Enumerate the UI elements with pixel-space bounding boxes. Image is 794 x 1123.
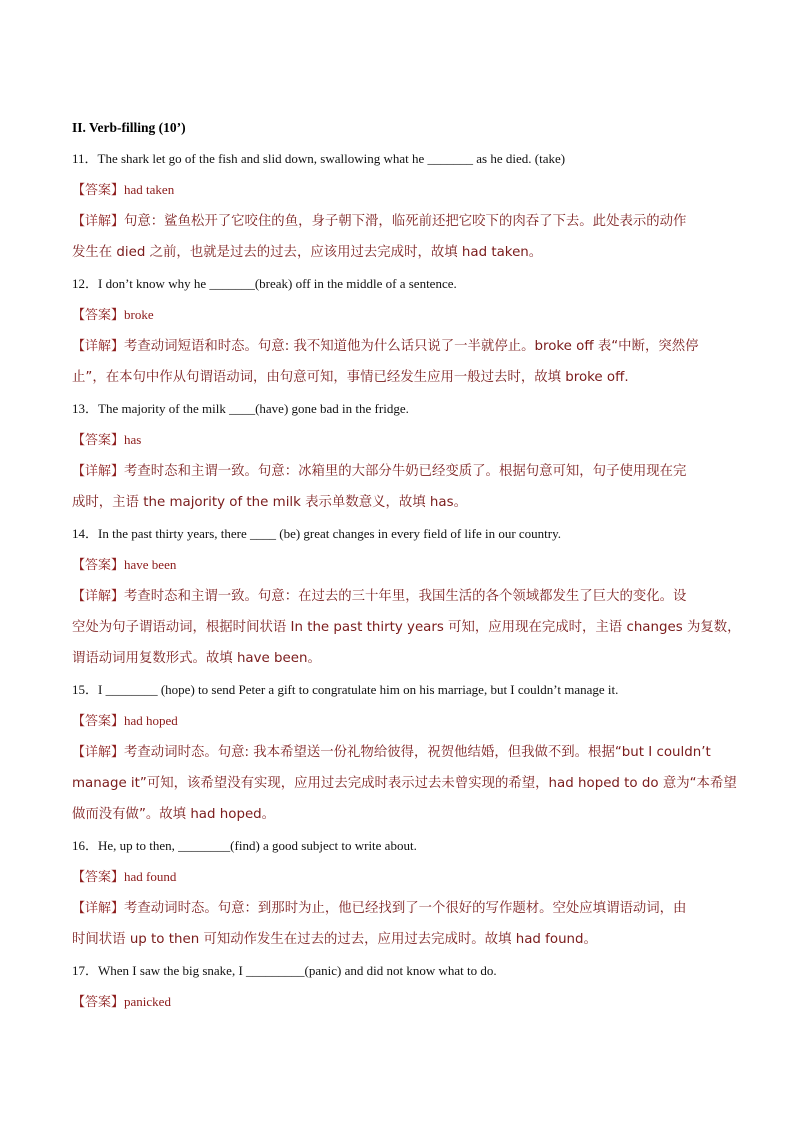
detail-line: 空处为句子谓语动词，根据时间状语 In the past thirty years 可知，应用现在完成时，主语 changes 为复数， (72, 620, 741, 635)
detail-line: 做而没有做”。故填 had hoped。 (72, 807, 276, 822)
answer-value: had hoped (124, 713, 178, 728)
question-12 (72, 274, 722, 294)
question-number: 17． (72, 963, 99, 978)
question-number: 13． (72, 401, 99, 416)
section-title: II. Verb-filling (10’) (72, 120, 186, 135)
answer-value: has (124, 432, 142, 447)
answer-tag: 【答案】 (72, 558, 125, 573)
detail-14 (72, 587, 741, 669)
detail-line: 【详解】句意：鲨鱼松开了它咬住的鱼，身子朝下滑，临死前还把它咬下的肉吞了下去。此处表示的动作 (72, 214, 687, 229)
question-number: 14． (72, 526, 99, 541)
question-text: The shark let go of the fish and slid down, swallowing what he _______ as he died. (take) (97, 151, 566, 166)
answer-tag: 【答案】 (72, 308, 125, 323)
detail-line: manage it”可知，该希望没有实现，应用过去完成时表示过去未曾实现的希望，had hoped to do 意为“本希望 (72, 776, 737, 791)
answer-14 (72, 555, 722, 576)
answer-tag: 【答案】 (72, 183, 125, 198)
answer-tag: 【答案】 (72, 433, 125, 448)
question-text: In the past thirty years, there ____ (be) great changes in every field of life in our country. (98, 526, 562, 541)
answer-value: have been (124, 557, 177, 572)
detail-line: 止”，在本句中作从句谓语动词，由句意可知，事情已经发生应用一般过去时，故填 broke off. (72, 370, 629, 385)
detail-tag: 【详解】 (72, 214, 125, 229)
answer-12 (72, 305, 722, 326)
detail-13 (72, 462, 722, 513)
detail-12 (72, 337, 722, 388)
question-15 (72, 680, 722, 700)
detail-line: 【详解】考查动词短语和时态。句意: 我不知道他为什么话只说了一半就停止。broke off 表“中断，突然停 (72, 339, 699, 354)
question-text: The majority of the milk ____(have) gone bad in the fridge. (98, 401, 409, 416)
detail-15 (72, 743, 737, 825)
detail-tag: 【详解】 (72, 339, 125, 354)
detail-line: 【详解】考查动词时态。句意：到那时为止，他已经找到了一个很好的写作题材。空处应填谓语动词，由 (72, 901, 687, 916)
detail-11 (72, 212, 722, 263)
question-number: 12． (72, 276, 99, 291)
question-14 (72, 524, 722, 544)
answer-value: had taken (124, 182, 175, 197)
answer-15 (72, 711, 722, 732)
answer-tag: 【答案】 (72, 870, 125, 885)
answer-11 (72, 180, 722, 201)
answer-16 (72, 867, 722, 888)
question-number: 11． (72, 151, 98, 166)
detail-tag: 【详解】 (72, 745, 125, 760)
question-text: When I saw the big snake, I _________(panic) and did not know what to do. (98, 963, 497, 978)
detail-line: 成时，主语 the majority of the milk 表示单数意义，故填 has。 (72, 495, 467, 510)
question-17 (72, 961, 722, 981)
detail-line: 时间状语 up to then 可知动作发生在过去的过去，应用过去完成时。故填 had found。 (72, 932, 597, 947)
answer-value: had found (124, 869, 177, 884)
question-number: 16． (72, 838, 99, 853)
answer-tag: 【答案】 (72, 995, 125, 1010)
answer-value: broke (124, 307, 154, 322)
document-page (72, 118, 741, 1024)
answer-17 (72, 992, 722, 1013)
detail-tag: 【详解】 (72, 464, 125, 479)
detail-line: 【详解】考查时态和主谓一致。句意：冰箱里的大部分牛奶已经变质了。根据句意可知，句子使用现在完 (72, 464, 687, 479)
question-number: 15． (72, 682, 99, 697)
question-text: I ________ (hope) to send Peter a gift to congratulate him on his marriage, but I couldn’t manage it. (98, 682, 619, 697)
question-text: I don’t know why he _______(break) off in the middle of a sentence. (98, 276, 457, 291)
answer-value: panicked (124, 994, 171, 1009)
question-text: He, up to then, ________(find) a good subject to write about. (98, 838, 417, 853)
detail-line: 【详解】考查动词时态。句意: 我本希望送一份礼物给彼得，祝贺他结婚，但我做不到。根据“but I couldn’t (72, 745, 711, 760)
detail-line: 谓语动词用复数形式。故填 have been。 (72, 651, 321, 666)
answer-tag: 【答案】 (72, 714, 125, 729)
question-11 (72, 149, 722, 169)
question-13 (72, 399, 722, 419)
detail-line: 发生在 died 之前，也就是过去的过去，应该用过去完成时，故填 had taken。 (72, 245, 543, 260)
answer-13 (72, 430, 722, 451)
question-16 (72, 836, 722, 856)
detail-tag: 【详解】 (72, 589, 125, 604)
detail-tag: 【详解】 (72, 901, 125, 916)
detail-line: 【详解】考查时态和主谓一致。句意：在过去的三十年里，我国生活的各个领域都发生了巨大的变化。设 (72, 589, 687, 604)
detail-16 (72, 899, 722, 950)
